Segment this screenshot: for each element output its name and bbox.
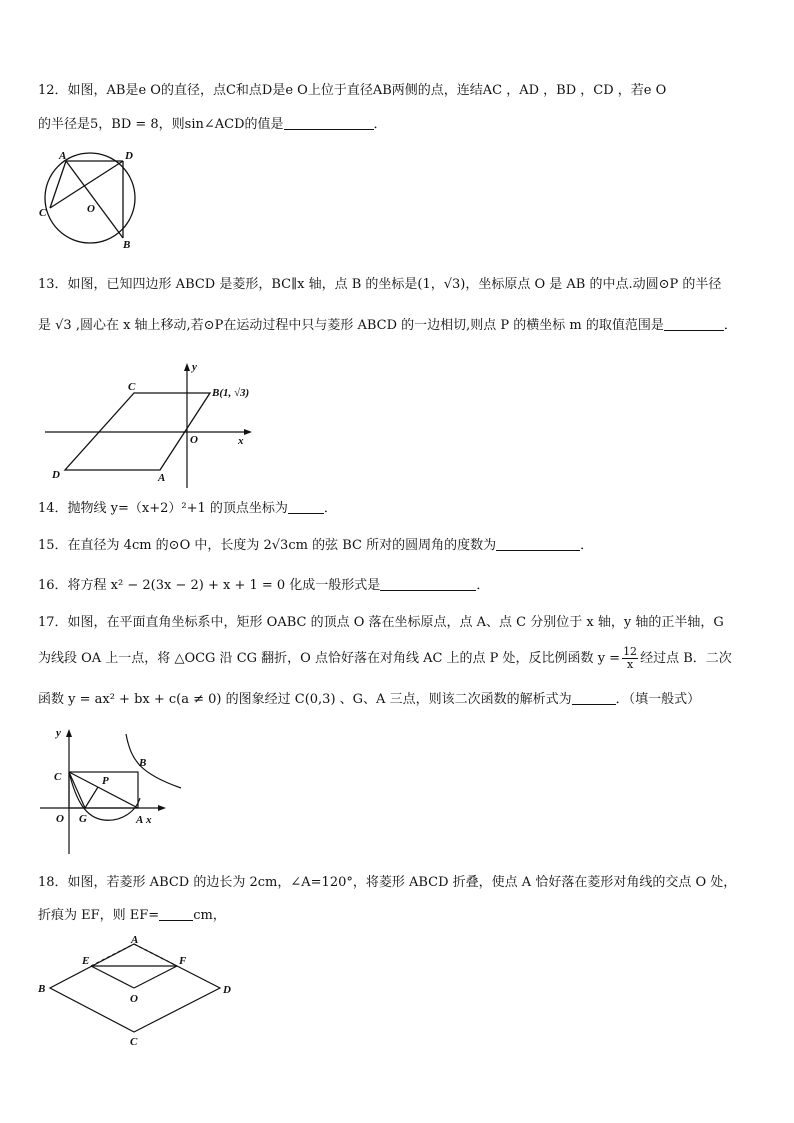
q15-answer-blank xyxy=(496,536,580,551)
q17-label-p: P xyxy=(102,775,109,787)
q17-line2-b: 经过点 B．二次 xyxy=(640,651,732,666)
q17-line-cg xyxy=(69,772,85,808)
q18-figure xyxy=(34,932,246,1052)
q17-x-arrow xyxy=(158,805,166,811)
q15-line xyxy=(38,536,593,555)
q13-line2-end: ． xyxy=(723,318,737,333)
q17-label-a: A xyxy=(136,814,144,826)
q17-label-x: x xyxy=(146,814,152,826)
q12-label-o: O xyxy=(87,203,95,215)
q17-line2-a: 为线段 OA 上一点，将 △OCG 沿 CG 翻折，O 点恰好落在对角线 AC 上的点 P 处，反比例函数 y = xyxy=(38,651,621,666)
q14-line xyxy=(38,499,337,518)
q12-line1: 12．如图，AB是e O的直径，点C和点D是e O上位于直径AB两侧的点，连结AC ，AD ，BD ，CD ，若e O xyxy=(38,83,667,98)
q18-line-of xyxy=(134,966,177,988)
q17-fraction xyxy=(622,646,638,671)
q14-text: 14．抛物线 y=（x+2）²+1 的顶点坐标为 xyxy=(38,501,288,516)
q12-label-b: B xyxy=(123,239,131,251)
q14-end: ． xyxy=(323,501,337,516)
q12-line-ac xyxy=(50,161,66,208)
q17-figure xyxy=(36,726,196,858)
q13-y-arrow xyxy=(184,363,190,371)
q12-label-d: D xyxy=(125,150,133,162)
q17-frac-num: 12 xyxy=(623,645,638,658)
q15-text: 15．在直径为 4cm 的⊙O 中，长度为 2√3cm 的弦 BC 所对的圆周角的度数为 xyxy=(38,538,497,553)
q18-label-o: O xyxy=(130,993,138,1005)
q12-line2 xyxy=(38,115,387,134)
q17-label-g: G xyxy=(79,813,87,825)
q18-line2 xyxy=(38,906,226,925)
q18-label-e: E xyxy=(82,955,90,967)
q18-label-d: D xyxy=(223,984,231,996)
q13-label-c: C xyxy=(128,381,136,393)
q17-line2 xyxy=(38,646,732,672)
q17-hyperbola xyxy=(126,734,181,788)
q16-line xyxy=(38,576,489,595)
q17-frac-den: x xyxy=(626,658,634,671)
q13-x-arrow xyxy=(244,429,252,435)
q18-line-eo xyxy=(91,966,134,988)
q13-label-b: B(1, √3) xyxy=(212,387,250,399)
q18-label-f: F xyxy=(179,955,187,967)
q17-label-b: B xyxy=(139,757,147,769)
q12-label-a: A xyxy=(59,150,67,162)
q18-line1: 18．如图，若菱形 ABCD 的边长为 2cm，∠A=120°，将菱形 ABCD 折叠，使点 A 恰好落在菱形对角线的交点 O 处， xyxy=(38,875,737,890)
q18-label-a: A xyxy=(131,934,139,946)
q17-label-c: C xyxy=(54,771,62,783)
q17-line1: 17．如图，在平面直角坐标系中，矩形 OABC 的顶点 O 落在坐标原点，点 A、点 C 分别位于 x 轴，y 轴的正半轴，G xyxy=(38,615,724,630)
q17-line-gp xyxy=(85,787,98,808)
q16-answer-blank xyxy=(380,576,476,591)
q12-line-cd xyxy=(50,161,123,208)
q13-label-o: O xyxy=(190,434,198,446)
q13-label-a: A xyxy=(158,472,166,484)
q16-end: ． xyxy=(476,578,490,593)
q13-line2 xyxy=(38,316,737,335)
q14-answer-blank xyxy=(288,499,324,514)
q18-answer-blank xyxy=(159,906,193,921)
q13-label-x: x xyxy=(238,435,244,447)
q18-line2-text: 折痕为 EF，则 EF= xyxy=(38,908,160,923)
q17-answer-blank xyxy=(572,690,616,705)
q13-line2-text: 是 √3 ,圆心在 x 轴上移动,若⊙P在运动过程中只与菱形 ABCD 的一边相切,则点 P 的横坐标 m 的取值范围是 xyxy=(38,318,664,333)
q17-y-arrow xyxy=(66,729,72,737)
q17-line3-text: 函数 y = ax² + bx + c(a ≠ 0) 的图象经过 C(0,3) 、G、A 三点，则该二次函数的解析式为 xyxy=(38,692,572,707)
q12-line2-text: 的半径是5，BD = 8，则sin∠ACD的值是 xyxy=(38,117,284,132)
q18-label-c: C xyxy=(130,1036,138,1048)
q18-line2-end: cm， xyxy=(193,908,226,923)
q18-label-b: B xyxy=(38,983,46,995)
q17-label-y: y xyxy=(56,727,61,739)
q17-line3 xyxy=(38,690,700,709)
q12-label-c: C xyxy=(39,207,47,219)
q17-line3-end: ．（填一般式） xyxy=(615,692,701,707)
q13-figure xyxy=(40,360,270,490)
q12-line-ab xyxy=(66,161,123,238)
q12-answer-blank xyxy=(284,115,374,130)
q13-label-d: D xyxy=(52,469,60,481)
q12-figure xyxy=(36,148,146,250)
q16-text: 16．将方程 x² − 2(3x − 2) + x + 1 = 0 化成一般形式是 xyxy=(38,578,381,593)
q13-label-y: y xyxy=(192,361,197,373)
q12-line2-end: ． xyxy=(373,117,387,132)
q13-line1: 13．如图，已知四边形 ABCD 是菱形，BC∥x 轴，点 B 的坐标是(1，√3)，坐标原点 O 是 AB 的中点.动圆⊙P 的半径 xyxy=(38,277,722,292)
q12-circle xyxy=(45,153,135,243)
q17-label-o: O xyxy=(56,813,64,825)
q15-end: ． xyxy=(580,538,594,553)
q13-answer-blank xyxy=(664,316,724,331)
